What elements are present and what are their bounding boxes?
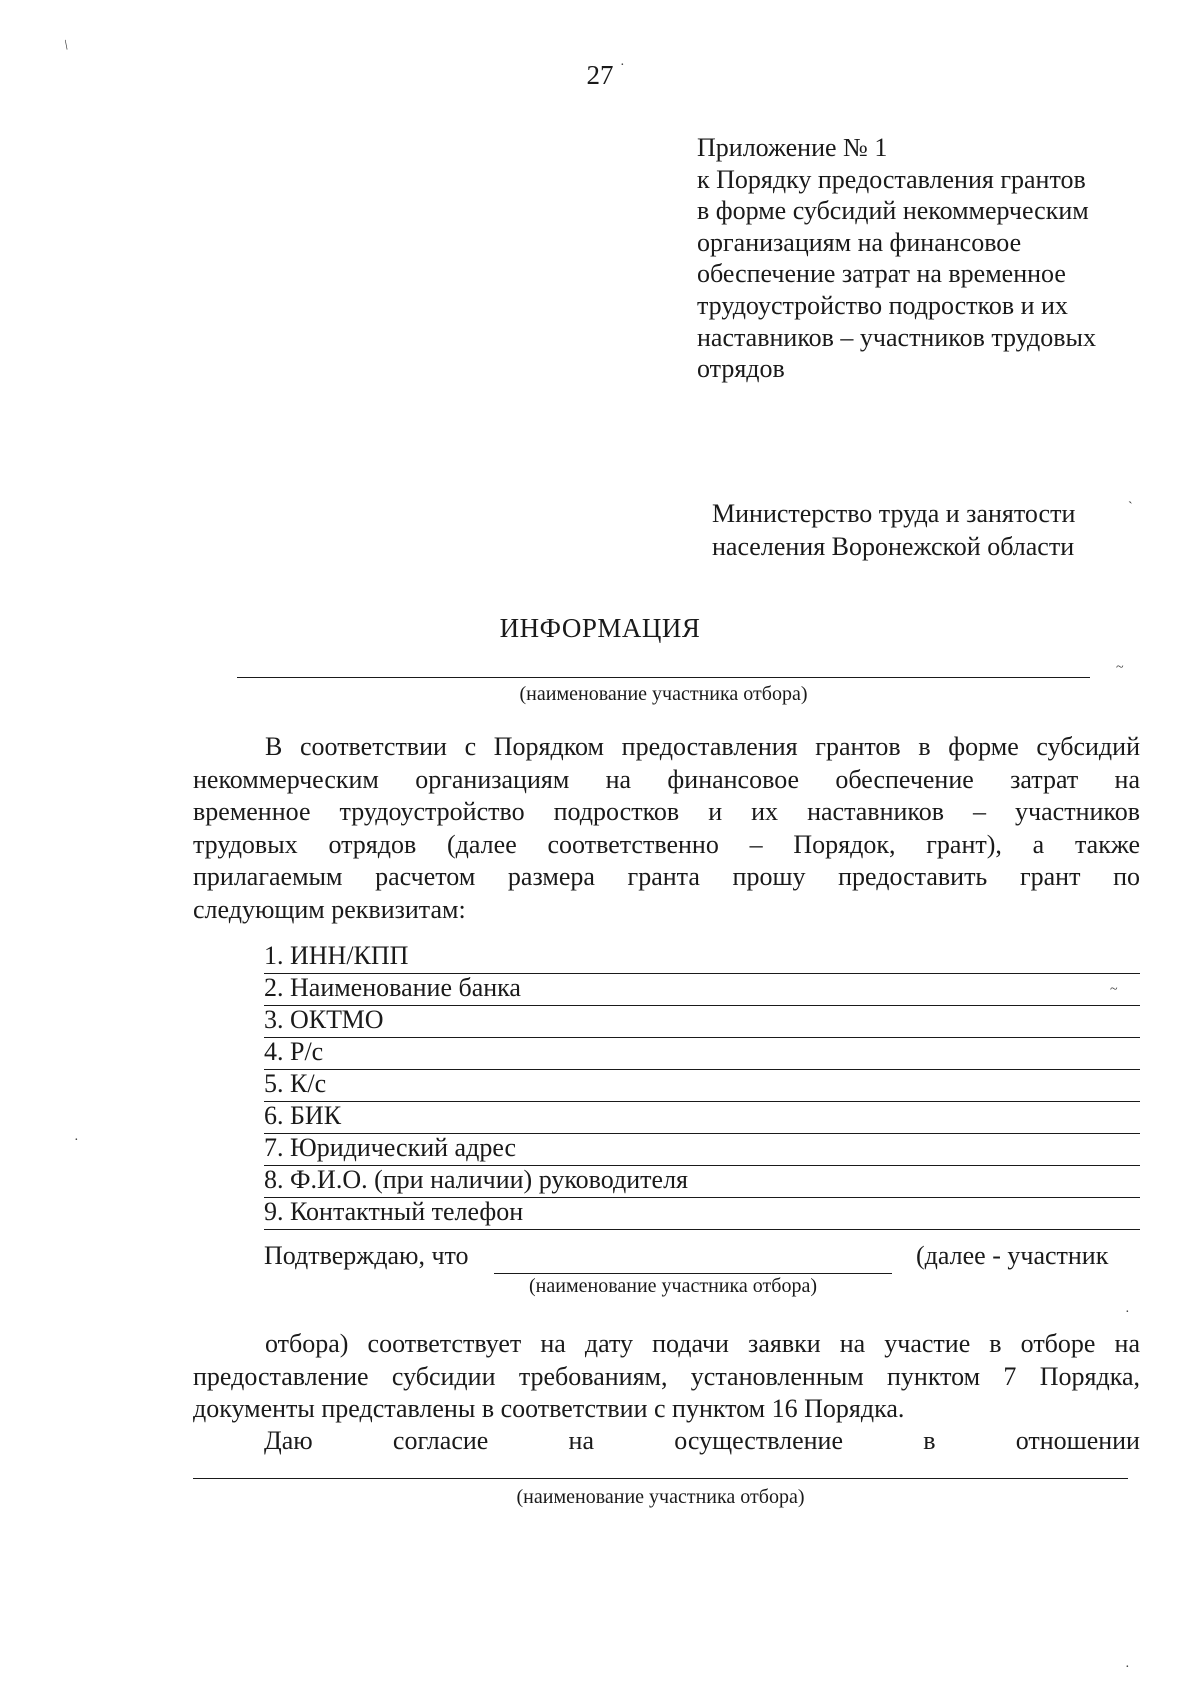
requisite-number: 9. [264, 1197, 284, 1226]
requisite-number: 5. [264, 1069, 284, 1098]
paragraph-line: прилагаемым расчетом размера гранта прошу предоставить грант по [193, 862, 1140, 892]
addressee-line: Министерство труда и занятости [712, 499, 1076, 528]
appendix-line: отрядов [697, 354, 785, 384]
requisite-row [264, 1101, 1140, 1134]
requisite-row [264, 1005, 1140, 1038]
requisite-row [264, 941, 1140, 974]
consent-word: согласие [392, 1426, 489, 1455]
paragraph-line: предоставление субсидии требованиям, установленным пунктом 7 Порядка, [193, 1361, 1140, 1391]
requisite-number: 8. [264, 1165, 284, 1194]
scan-mark: ˋ [1128, 500, 1133, 515]
requisite-number: 2. [264, 973, 284, 1002]
confirmation-suffix: (далее - участник [916, 1241, 1109, 1270]
confirmation-line [264, 1241, 1140, 1271]
consent-word: Даю [264, 1426, 313, 1455]
requisite-label: К/с [290, 1069, 327, 1098]
compliance-paragraph [193, 1328, 1140, 1426]
requisite-label: Р/с [290, 1037, 324, 1066]
consent-word: отношении [1015, 1426, 1140, 1455]
paragraph-line: следующим реквизитам: [193, 894, 466, 924]
appendix-line: в форме субсидий некоммерческим [697, 196, 1089, 226]
appendix-line: к Порядку предоставления грантов [697, 164, 1086, 194]
scan-mark: · [620, 58, 625, 73]
appendix-line: организациям на финансовое [697, 227, 1022, 257]
requisite-row [264, 1165, 1140, 1198]
requisite-row [264, 1197, 1140, 1230]
appendix-heading [697, 132, 1096, 385]
appendix-line: наставников – участников трудовых [697, 322, 1097, 352]
addressee [712, 497, 1075, 563]
scan-mark: · [1125, 1660, 1130, 1675]
confirmation-prefix: Подтверждаю, что [264, 1241, 469, 1270]
requisite-label: ОКТМО [290, 1005, 384, 1034]
scan-mark: · [74, 1133, 79, 1148]
paragraph-line: отбора) соответствует на дату подачи заявки на участие в отборе на [265, 1329, 1140, 1358]
intro-paragraph [193, 731, 1140, 927]
participant-name-caption: (наименование участника отбора) [519, 683, 808, 705]
paragraph-line: В соответствии с Порядком предоставления грантов в форме субсидий [265, 732, 1140, 761]
requisite-row [264, 1133, 1140, 1166]
requisite-row [264, 1037, 1140, 1070]
appendix-line: трудоустройство подростков и их [697, 290, 1068, 320]
consent-line [264, 1426, 1140, 1458]
consent-name-caption: (наименование участника отбора) [516, 1486, 805, 1508]
paragraph-line: временное трудоустройство подростков и их наставников – участников [193, 797, 1140, 827]
requisite-number: 4. [264, 1037, 284, 1066]
requisite-label: Контактный телефон [290, 1197, 524, 1226]
consent-word: осуществление [674, 1426, 844, 1455]
document-title: ИНФОРМАЦИЯ [499, 613, 701, 643]
requisite-label: БИК [290, 1101, 342, 1130]
confirmation-name-line [494, 1273, 892, 1274]
requisite-label: Наименование банка [290, 973, 521, 1002]
requisite-number: 3. [264, 1005, 284, 1034]
requisite-number: 7. [264, 1133, 284, 1162]
consent-word: на [568, 1426, 595, 1455]
paragraph-line: некоммерческим организациям на финансовое обеспечение затрат на [193, 764, 1140, 794]
paragraph-line: трудовых отрядов (далее соответственно – Порядок, грант), а также [193, 829, 1140, 859]
requisite-label: ИНН/КПП [290, 941, 409, 970]
addressee-line: населения Воронежской области [712, 532, 1075, 561]
appendix-line: обеспечение затрат на временное [697, 259, 1066, 289]
requisite-label: Юридический адрес [290, 1133, 517, 1162]
paragraph-line: документы представлены в соответствии с пунктом 16 Порядка. [193, 1394, 905, 1424]
scan-mark: · [1125, 1305, 1130, 1320]
requisite-number: 1. [264, 941, 284, 970]
confirmation-name-caption: (наименование участника отбора) [529, 1275, 817, 1297]
page-number: 27 [586, 60, 614, 90]
scan-mark: ~ [1110, 982, 1118, 997]
consent-name-line [193, 1478, 1128, 1479]
requisite-row [264, 1069, 1140, 1102]
requisite-row [264, 973, 1140, 1006]
appendix-line: Приложение № 1 [697, 133, 888, 162]
requisite-number: 6. [264, 1101, 284, 1130]
requisite-label: Ф.И.О. (при наличии) руководителя [290, 1165, 689, 1194]
scan-mark: / [61, 38, 73, 54]
consent-word: в [923, 1426, 936, 1455]
participant-name-line [237, 677, 1090, 678]
scan-mark: ~ [1116, 660, 1124, 675]
